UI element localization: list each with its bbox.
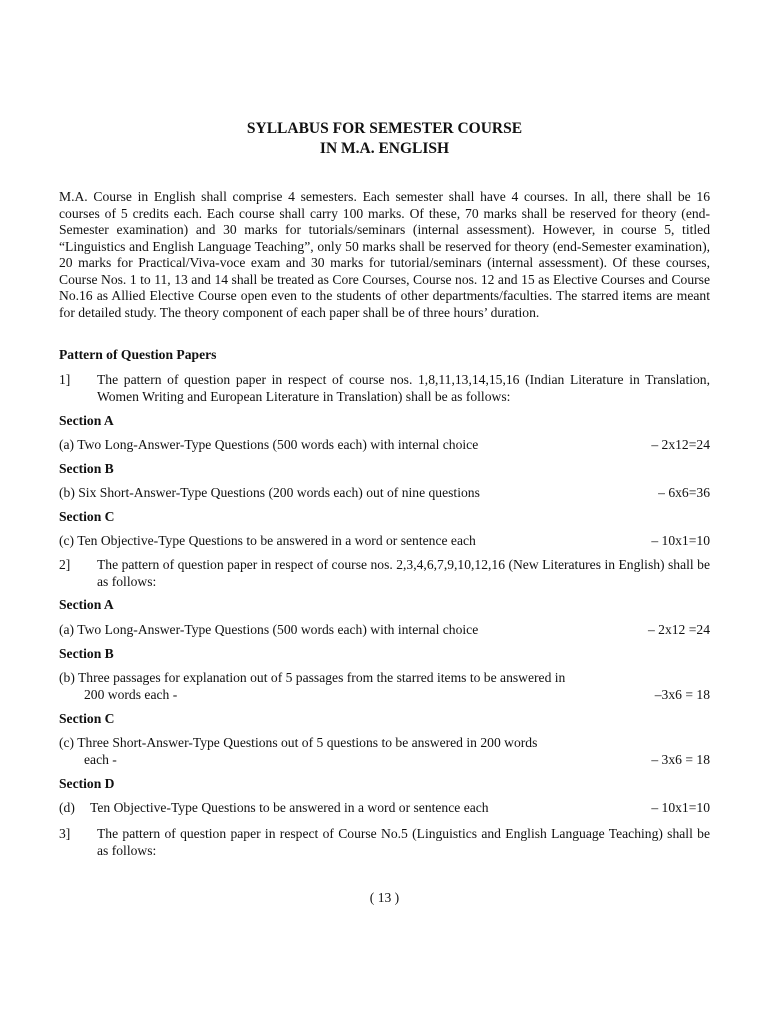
p1-section-b-heading: Section B xyxy=(59,461,114,476)
p1-question-c-text: (c) Ten Objective-Type Questions to be answered in a word or sentence each xyxy=(59,533,476,548)
document-title-line1: SYLLABUS FOR SEMESTER COURSE xyxy=(246,120,523,137)
p1-question-b-marks: – 6x6=36 xyxy=(658,485,710,500)
p1-question-b-text: (b) Six Short-Answer-Type Questions (200 words each) out of nine questions xyxy=(59,485,480,500)
p1-question-c-marks: – 10x1=10 xyxy=(651,533,710,548)
pattern-3-number: 3] xyxy=(59,826,71,841)
p2-question-a-text: (a) Two Long-Answer-Type Questions (500 words each) with internal choice xyxy=(59,622,479,637)
p1-question-a-text: (a) Two Long-Answer-Type Questions (500 words each) with internal choice xyxy=(59,437,479,452)
pattern-3-text: The pattern of question paper in respect of Course No.5 (Linguistics and English Language Teaching) shall be as follows: xyxy=(97,826,710,858)
p2-section-d-heading: Section D xyxy=(59,776,115,791)
p1-section-a-heading: Section A xyxy=(59,413,114,428)
p2-question-d-label: (d) xyxy=(59,800,75,815)
p2-question-b-text-line1: (b) Three passages for explanation out of 5 passages from the starred items to be answered in xyxy=(59,670,566,685)
p1-question-a-marks: – 2x12=24 xyxy=(651,437,710,452)
p2-question-d-marks: – 10x1=10 xyxy=(651,800,710,815)
intro-paragraph: M.A. Course in English shall comprise 4 semesters. Each semester shall have 4 courses. In all, there shall be 16 courses of 5 credits each. Each course shall carry 100 marks. Of these, 70 marks shall be reserved for theory (end-Semester examination) and 30 marks for tutorials/seminars (internal assessment). However, in course 5, titled “Linguistics and English Language Teaching”, only 50 marks shall be reserved for theory (end-Semester examination), 20 marks for Practical/Viva-voce exam and 30 marks for tutorial/seminars (internal assessment). Of these courses, Course Nos. 1 to 11, 13 and 14 shall be treated as Core Courses, Course nos. 12 and 15 as Elective Courses and Course No.16 as Allied Elective Course open even to the students of other departments/faculties. The starred items are meant for detailed study. The theory component of each paper shall be of three hours’ duration. xyxy=(59,189,710,320)
pattern-1-number: 1] xyxy=(59,372,71,387)
p2-question-d-text: Ten Objective-Type Questions to be answered in a word or sentence each xyxy=(90,800,489,815)
p2-question-b-text-line2: 200 words each - xyxy=(84,687,178,702)
p2-section-b-heading: Section B xyxy=(59,646,114,661)
p2-question-b-marks: –3x6 = 18 xyxy=(654,687,710,702)
page-number: ( 13 ) xyxy=(369,890,400,905)
pattern-2-text: The pattern of question paper in respect of course nos. 2,3,4,6,7,9,10,12,16 (New Literatures in English) shall be as follows: xyxy=(97,557,710,589)
p2-question-c-text-line2: each - xyxy=(84,752,117,767)
p1-section-c-heading: Section C xyxy=(59,509,115,524)
p2-question-a-marks: – 2x12 =24 xyxy=(647,622,710,637)
p2-question-c-text-line1: (c) Three Short-Answer-Type Questions out of 5 questions to be answered in 200 words xyxy=(59,735,538,750)
p2-question-c-marks: – 3x6 = 18 xyxy=(651,752,710,767)
p2-section-c-heading: Section C xyxy=(59,711,115,726)
p2-section-a-heading: Section A xyxy=(59,597,114,612)
pattern-1-text: The pattern of question paper in respect of course nos. 1,8,11,13,14,15,16 (Indian Literature in Translation, Women Writing and European Literature in Translation) shall be as follows: xyxy=(97,372,710,404)
document-title-line2: IN M.A. ENGLISH xyxy=(319,140,450,157)
pattern-heading: Pattern of Question Papers xyxy=(59,347,217,362)
pattern-2-number: 2] xyxy=(59,557,71,572)
